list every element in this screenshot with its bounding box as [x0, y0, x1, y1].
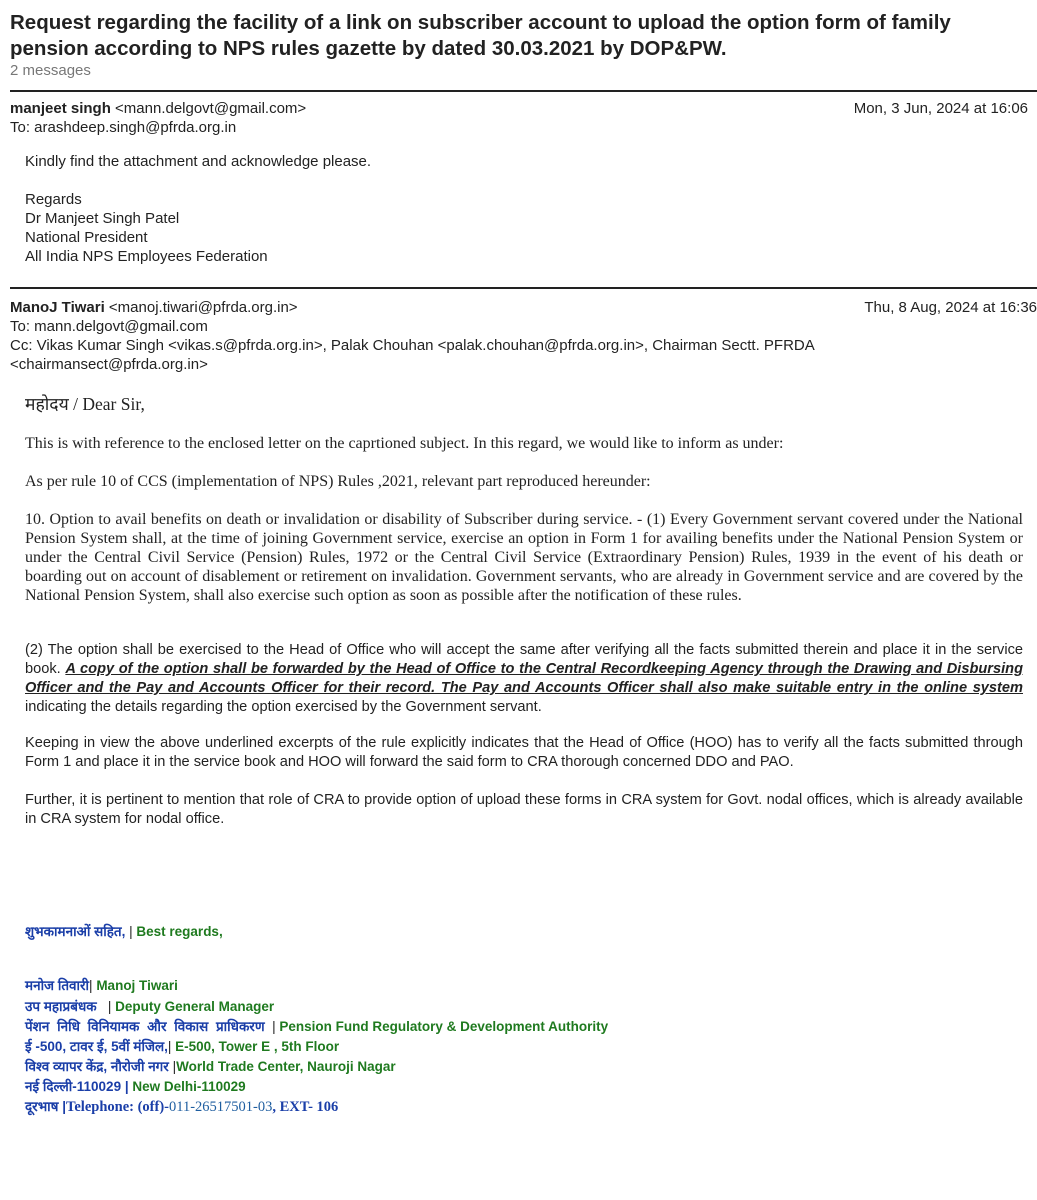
org-hindi: पेंशन निधि विनियामक और विकास प्राधिकरण [25, 1019, 265, 1034]
address-1-hindi: ई -500, टावर ई, 5वीं मंजिल, [25, 1039, 168, 1054]
title-english: Deputy General Manager [115, 999, 275, 1014]
paragraph: This is with reference to the enclosed letter on the caprtioned subject. In this regard, we would like to inform as under: [25, 435, 784, 452]
thread-subject: Request regarding the facility of a link on subscriber account to upload the option form of family pension according to NPS rules gazette by dated 30.03.2021 by DOP&PW. [10, 11, 951, 60]
message-1-to: To: arashdeep.singh@pfrda.org.in [10, 119, 237, 136]
divider [10, 287, 1037, 289]
body-line: National President [25, 229, 148, 246]
separator: | [167, 1039, 176, 1054]
signature-regards [25, 922, 223, 942]
separator: | [89, 978, 97, 993]
name-english: Manoj Tiwari [96, 978, 178, 993]
separator: | [62, 1099, 67, 1114]
message-2-date: Thu, 8 Aug, 2024 at 16:36 [864, 299, 1037, 316]
signature-title [25, 997, 274, 1017]
message-2-cc: Cc: Vikas Kumar Singh <vikas.s@pfrda.org.in>, Palak Chouhan <palak.chouhan@pfrda.org.in>, Chairman Sectt. PFRDA [10, 337, 815, 354]
message-2-to: To: mann.delgovt@gmail.com [10, 318, 208, 335]
message-2-cc-cont: <chairmansect@pfrda.org.in> [10, 356, 208, 373]
message-1-sender [10, 99, 306, 118]
separator: | [264, 1019, 280, 1034]
separator: | [168, 1059, 177, 1074]
address-2-hindi: विश्व व्यापर केंद्र, नौरोजी नगर [25, 1059, 169, 1074]
sender-email: <mann.delgovt@gmail.com> [115, 100, 307, 117]
regards-english: Best regards, [136, 924, 223, 939]
rule-10-excerpt: 10. Option to avail benefits on death or invalidation or disability of Subscriber during service. - (1) Every Government servant covered under the National Pension System shall, at the time of joining Government service, exercise an option in Form 1 for availing benefits under the National Pension System or under the Central Civil Service (Pension) Rules, 1972 or the Central Civil Service (Extraordinary Pension) Rules, 1939 in the event of his death or boarding out on account of disablement or retirement on invalidation. Government servants, who are already in Government service and are covered by the National Pension System, shall also exercise such option as soon as possible after the notification of these rules. [25, 511, 1023, 604]
body-line: Regards [25, 191, 82, 208]
separator: | [129, 924, 137, 939]
paragraph-text: indicating the details regarding the option exercised by the Government servant. [25, 699, 542, 715]
org-english: Pension Fund Regulatory & Development Authority [279, 1019, 609, 1034]
message-1-date: Mon, 3 Jun, 2024 at 16:06 [853, 100, 1028, 117]
sender-name: manjeet singh [10, 100, 111, 117]
paragraph-text: (2) The option shall be exercised to the Head of Office who will accept the same after verifying all the facts submitted therein and place it in the service book. [25, 642, 1023, 677]
phone-label: Telephone: (off)- [66, 1099, 169, 1115]
name-hindi: मनोज तिवारी [25, 978, 90, 993]
signature-phone [25, 1097, 338, 1117]
address-2-english: World Trade Center, Nauroji Nagar [176, 1059, 396, 1074]
regards-hindi: शुभकामनाओं सहित, [25, 924, 130, 939]
phone-extension: , EXT- 106 [272, 1099, 339, 1115]
paragraph: As per rule 10 of CCS (implementation of NPS) Rules ,2021, relevant part reproduced hereunder: [25, 473, 651, 490]
phone-hindi: दूरभाष [25, 1099, 63, 1114]
message-1-body [25, 152, 371, 266]
message-count: 2 messages [10, 62, 91, 79]
body-line: Dr Manjeet Singh Patel [25, 210, 180, 227]
separator: | [96, 999, 116, 1014]
signature-address-2 [25, 1057, 396, 1077]
signature-address-1 [25, 1037, 339, 1057]
message-2-sender [10, 298, 298, 317]
divider [10, 90, 1037, 92]
body-line: All India NPS Employees Federation [25, 248, 268, 265]
underlined-excerpt: A copy of the option shall be forwarded by the Head of Office to the Central Recordkeeping Agency through the Drawing and Disbursing Officer and the Pay and Accounts Officer for their record. The Pay and Accounts Officer shall also make suitable entry in the online system [25, 661, 1023, 696]
rule-10-2-excerpt [25, 641, 1023, 717]
signature-organization [25, 1017, 608, 1037]
paragraph: Further, it is pertinent to mention that role of CRA to provide option of upload these forms in CRA system for Govt. nodal offices, which is already available in CRA system for nodal office. [25, 792, 1023, 827]
body-line: Kindly find the attachment and acknowledge please. [25, 153, 372, 170]
paragraph: Keeping in view the above underlined excerpts of the rule explicitly indicates that the Head of Office (HOO) has to verify all the facts submitted through Form 1 and place it in the service book and HOO will forward the said form to CRA thorough concerned DDO and PAO. [25, 735, 1023, 770]
city-hindi: नई दिल्ली-110029 [25, 1079, 122, 1094]
sender-name: ManoJ Tiwari [10, 299, 105, 316]
title-hindi: उप महाप्रबंधक [25, 999, 97, 1014]
city-english: New Delhi-110029 [132, 1079, 246, 1094]
sender-email: <manoj.tiwari@pfrda.org.in> [108, 299, 298, 316]
address-1-english: E-500, Tower E , 5th Floor [175, 1039, 340, 1054]
greeting: महोदय / Dear Sir, [25, 394, 145, 414]
body-line [25, 171, 371, 190]
separator: | [121, 1079, 133, 1094]
phone-number[interactable]: 011-26517501-03 [168, 1099, 273, 1115]
signature-city [25, 1077, 246, 1097]
signature-name [25, 976, 178, 996]
